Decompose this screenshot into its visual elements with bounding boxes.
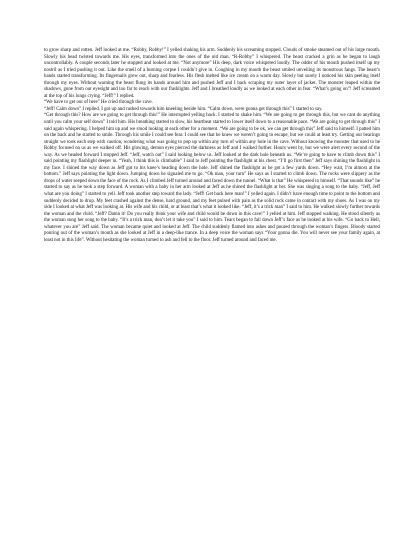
document-page [44,48,380,244]
paragraph-1: to grow sharp and rotten. Jeff looked at me. “Robby, Robby!” I yelled shaking his arm. Suddenly his screaming stopped. Clouds of smoke steamed out of his large mouth. Slowly his head twisted towards me. His eyes, transformed into the ones of the old man. “R-Robby” I whispered. The beast cracked a grin as he began to laugh uncontrollably. A couple seconds later he stopped and looked at me. “Not anymore” His deep, dark voice whispered loudly. The odder of his mouth pushed itself up my nostril as I tried pushing it out. Like the smell of a burning corpse I couldn’t give in. Coughing in my mouth the beast smiled unveiling its monstrous fangs. The beast’s hands started transforming. Its fingernails grew out, sharp and fearless. His flesh melted like ice cream on a warm day. Slowly but surely I noticed his skin peeling itself through my eyes. Without warning the beast flung its hands around him and pushed Jeff and I back scraping my outer layer of jacket. The monster leaped within the shadows, gone from our eyesight and too far to reach with our flashlights. Jeff and I breathed loudly as we looked at each other in fear. “What’s going on”! Jeff screamed at the top of his lungs crying. “Jeff!” I replied. [44,48,380,99]
paragraph-2: “We have to get out of here” He cried through the cave. [44,100,153,106]
paragraph-3: “Jeff! Calm down” I replied. I got up and rushed towards him kneeling beside him. “Calm down, were gonna get through this” I started to say. [44,106,323,112]
paragraph-4: “Get through this? How are we going to get through this!” He interrupted yelling back. I started to shake him. “We are going to get through this, but we cant do anything until you calm your self down” I told him. His breathing started to slow, his heartbeat started to lower itself down to a reasonable pace. “We are going to get through this” I said again whispering. I helped him up and we stood looking at each other for a moment. “We are going to be ok, we can get through this” Jeff said to himself. I patted him on the back and he started to smile. Through his smile I could see fear. I could see that he knew we weren’t going to escape, but we could at least try. Getting our bearings straight we took each step with caution, wondering what was going to pop up within any turn of within any hole in the cave. Without knowing the monster that used to be Robby focused on us as we walked off. His glowing, demon eyes pierced the darkness as Jeff and I walked further. Hours went by, but we were alert every second of the way. As we headed forward I stopped Jeff. “Jeff, watch out” I said looking below us. Jeff looked at the dark hole beneath us. “We’re going to have to climb down this” I said pointing my flashlight deeper in. “Yeah, I think this is climbable” I said to Jeff pointing the flashlight at his chest. “I’ll go first then” Jeff says shining the flashlight in my face. I shined the way down as Jeff got to his knee’s heading down the hole. Jeff shined the flashlight as he got a few yards down. “Hey wait, I’m almost at the bottom.” Jeff says pointing the light down. Jumping down he signaled me to go. “Ok man, your turn” He says as I started to climb down. The rocks were slippery as the drops of water seeped down the face of the rock. As I climbed Jeff turned around and faced down the tunnel. “What is that” He whispered to himself. “That sounds like” he started to say as he took a step forward. A woman with a baby in her arm looked at Jeff as he shined the flashlight at her. She was singing a song to the baby. “Jeff, Jeff what are you doing” I started to yell. Jeff took another step toward the lady. “Jeff! Get back here man!” I yelled again. I didn’t have enough time to point to the bottom and suddenly decided to drop. My feet crashed against the dense, hard ground, and my feet pulsed with pain as the solid rock came in contact with my shoes. As I was on my side I looked at what Jeff was looking at. His wife and his child, or at least that’s what it looked like. “Jeff, it’s a trick man” I said to him. He walked slowly further towards the woman and the child. “Jeff? Damn it! Do you really think your wife and child would be down in this cave!” I yelled at him. Jeff stopped walking. He stood silently as the woman sung her song to the baby. “It’s a trick man, don’t let it take you” I said to him. Tears began to fall down Jeff’s face as he looked at his wife. “Go back to Hell, whatever you are” Jeff said. The woman became quiet and looked at Jeff. The child suddenly flamed into ashes and poured through the woman’s fingers. Bloody started pouring out of the woman’s mouth as she looked at Jeff in a deep-like trance. In a deep voice the woman says “Your gonna die. You will never see your family again, at least not in this life”. Without hesitating the woman turned to ash and fell to the floor. Jeff turned around and faced me. [44,113,380,243]
